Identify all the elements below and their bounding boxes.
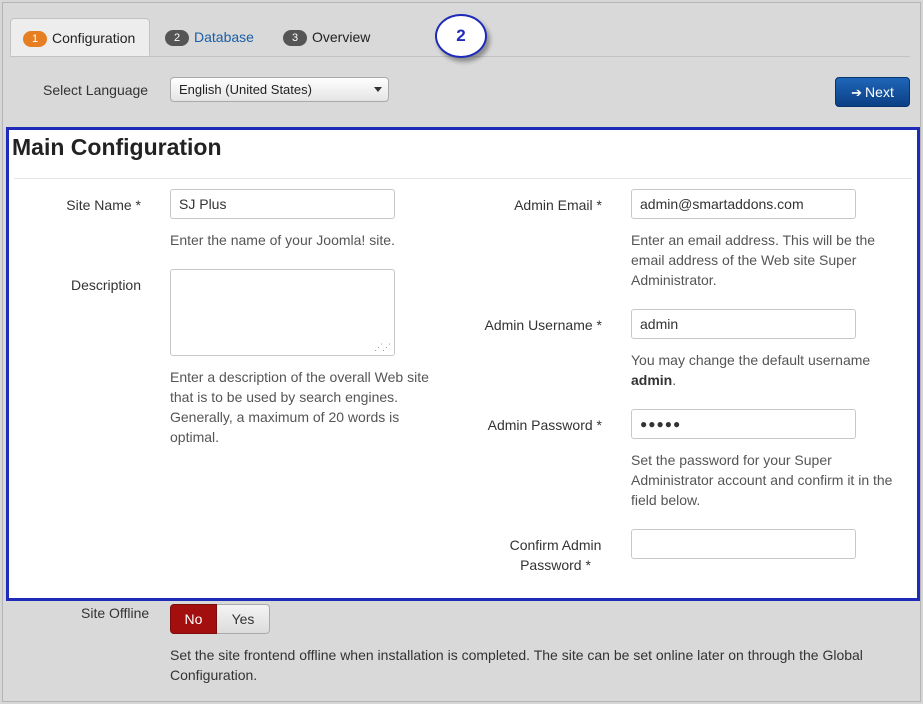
main-configuration-panel	[6, 127, 920, 601]
admin-username-default: admin	[631, 372, 673, 388]
tab-configuration[interactable]	[10, 18, 150, 56]
language-select[interactable]	[170, 77, 389, 102]
step-number-badge: 3	[283, 30, 307, 46]
tab-label: Configuration	[52, 30, 136, 46]
step-callout-marker: 2	[435, 14, 487, 58]
chevron-down-icon	[374, 87, 382, 92]
step-number-badge: 1	[23, 31, 47, 47]
admin-email-label: Admin Email *	[514, 197, 602, 213]
site-name-label: Site Name *	[66, 197, 141, 213]
site-offline-label: Site Offline	[81, 605, 150, 621]
site-name-input[interactable]: SJ Plus	[170, 189, 395, 219]
page-title: Main Configuration	[12, 134, 222, 160]
tab-overview[interactable]	[283, 18, 370, 56]
divider	[14, 178, 912, 179]
admin-email-help: Enter an email address. This will be the email address of the Web site Super Administrator.	[631, 232, 876, 288]
admin-password-help: Set the password for your Super Administrator account and confirm it in the field below.	[631, 452, 893, 508]
site-offline-toggle	[170, 604, 270, 634]
admin-password-label: Admin Password *	[487, 417, 602, 433]
tab-database[interactable]	[165, 18, 254, 56]
admin-username-label: Admin Username *	[484, 317, 602, 333]
admin-username-help-text: You may change the default username	[631, 352, 871, 368]
help-period: .	[672, 372, 677, 388]
admin-password-input[interactable]: ●●●●●	[631, 409, 856, 439]
language-label: Select Language	[43, 82, 149, 98]
site-name-help: Enter the name of your Joomla! site.	[170, 232, 395, 248]
next-button[interactable]	[835, 77, 910, 107]
site-offline-help: Set the site frontend offline when installation is completed. The site can be set online later on through the Global Configuration.	[170, 647, 863, 683]
confirm-password-label: Confirm Admin Password *	[509, 537, 602, 573]
description-label: Description	[70, 277, 141, 293]
next-button-label: Next	[865, 84, 894, 100]
admin-username-input[interactable]: admin	[631, 309, 856, 339]
resize-grip-icon[interactable]: ⋰⋰	[374, 342, 390, 352]
admin-email-input[interactable]: admin@smartaddons.com	[631, 189, 856, 219]
admin-username-help	[631, 350, 891, 390]
confirm-password-input[interactable]	[631, 529, 856, 559]
arrow-right-icon: ➔	[851, 85, 863, 100]
tab-label: Overview	[312, 29, 371, 45]
description-textarea[interactable]	[170, 269, 395, 356]
site-offline-yes-button[interactable]: Yes	[217, 604, 270, 634]
site-offline-no-button[interactable]: No	[170, 604, 217, 634]
language-selected-value: English (United States)	[179, 82, 312, 97]
description-help: Enter a description of the overall Web site that is to be used by search engines. Generally, a maximum of 20 words is optimal.	[170, 369, 429, 445]
tab-label: Database	[194, 29, 254, 45]
step-number-badge: 2	[165, 30, 189, 46]
